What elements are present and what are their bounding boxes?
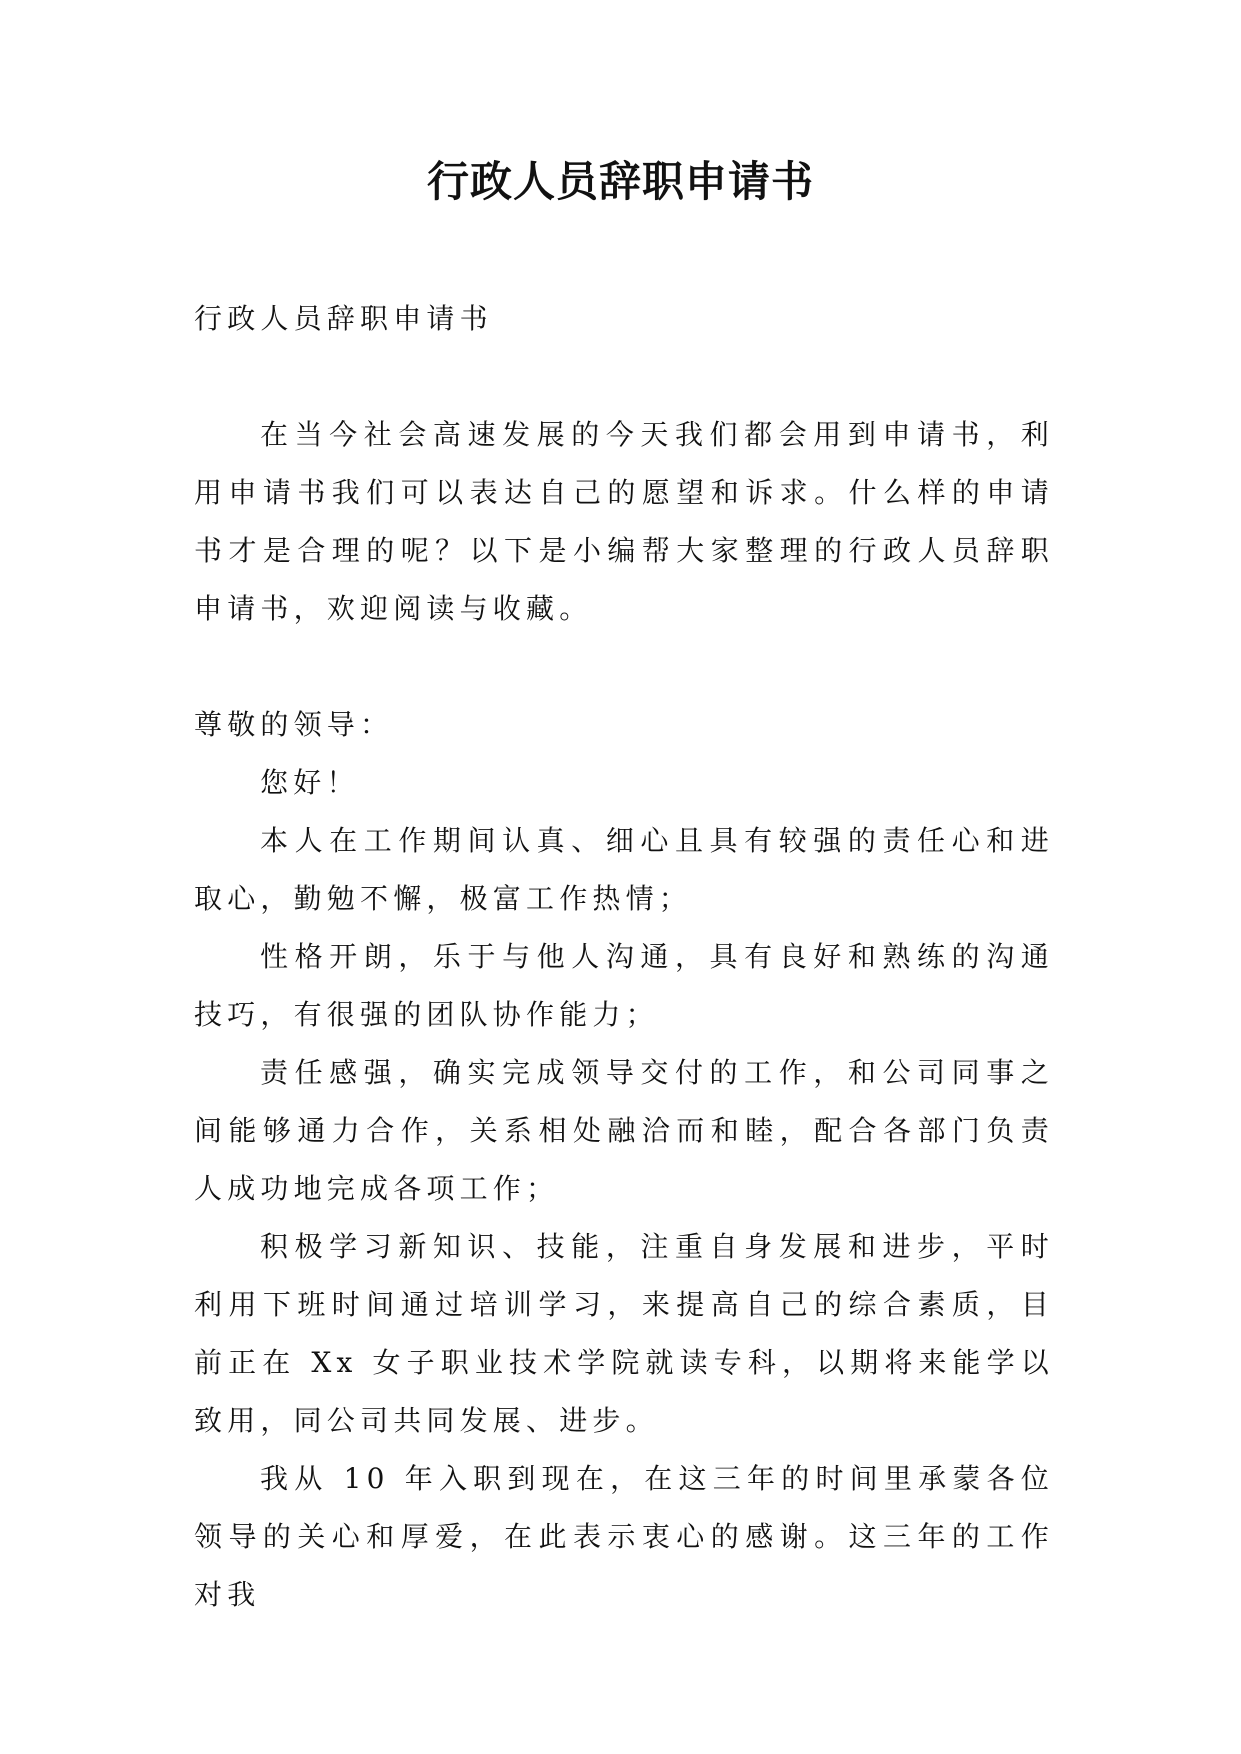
body-paragraph: 责任感强，确实完成领导交付的工作，和公司同事之间能够通力合作，关系相处融洽而和睦，配合各部门负责人成功地完成各项工作； xyxy=(194,1056,1054,1205)
document-subheading: 行政人员辞职申请书 xyxy=(194,302,493,335)
intro-paragraph: 在当今社会高速发展的今天我们都会用到申请书，利用申请书我们可以表达自己的愿望和诉求。什么样的申请书才是合理的呢？以下是小编帮大家整理的行政人员辞职申请书，欢迎阅读与收藏。 xyxy=(194,418,1054,625)
body-paragraph: 我从 10 年入职到现在，在这三年的时间里承蒙各位领导的关心和厚爱，在此表示衷心的感谢。这三年的工作对我 xyxy=(194,1462,1054,1611)
document-body xyxy=(194,290,1054,1624)
salutation: 尊敬的领导： xyxy=(194,708,394,741)
document-title: 行政人员辞职申请书 xyxy=(426,157,814,206)
body-paragraph: 性格开朗，乐于与他人沟通，具有良好和熟练的沟通技巧，有很强的团队协作能力； xyxy=(194,940,1054,1031)
body-paragraph: 本人在工作期间认真、细心且具有较强的责任心和进取心，勤勉不懈，极富工作热情； xyxy=(194,824,1054,915)
greeting: 您好！ xyxy=(260,766,360,799)
body-paragraph: 积极学习新知识、技能，注重自身发展和进步，平时利用下班时间通过培训学习，来提高自己的综合素质，目前正在 Xx 女子职业技术学院就读专科，以期将来能学以致用，同公司共同发展、进步。 xyxy=(194,1230,1054,1437)
